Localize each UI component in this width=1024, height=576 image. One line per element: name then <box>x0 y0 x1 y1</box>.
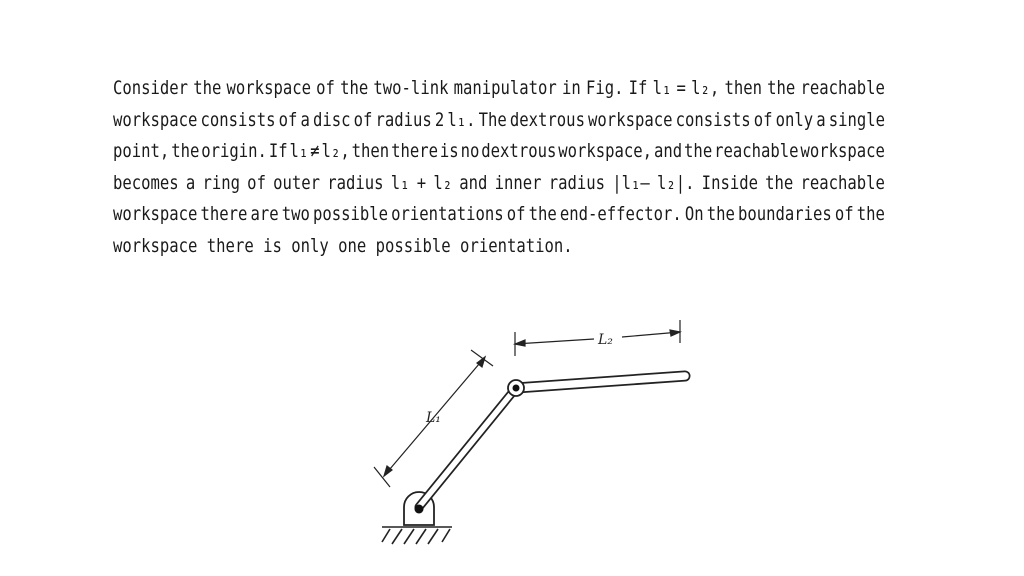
word: possible <box>312 203 389 226</box>
label-l2: L₂ <box>598 332 613 348</box>
word: the <box>193 77 222 99</box>
word: end-effector. <box>559 203 682 226</box>
word: then <box>351 140 390 163</box>
word: no <box>460 140 480 163</box>
link-1 <box>419 388 516 507</box>
word: there <box>200 203 248 226</box>
word: consists <box>200 108 276 131</box>
word: of <box>834 203 854 226</box>
word: ring <box>202 171 240 194</box>
word: of <box>353 108 373 131</box>
word: orientations <box>391 203 504 226</box>
word: l₁ <box>390 171 410 194</box>
word: in <box>562 77 581 99</box>
two-link-manipulator-figure <box>360 310 700 560</box>
word: The <box>478 108 507 131</box>
text-line-1 <box>113 73 885 105</box>
text-line-2 <box>113 105 885 137</box>
word: reachable <box>714 140 799 163</box>
word: the <box>528 203 557 226</box>
word: |l₁— <box>612 171 650 194</box>
word: l₁ <box>652 77 672 99</box>
word: l₁ <box>289 140 309 163</box>
word: = <box>676 77 686 99</box>
word: reachable <box>800 171 885 194</box>
word: single <box>828 108 885 131</box>
label-l1: L₁ <box>426 410 441 426</box>
word: + <box>416 171 427 194</box>
elbow-joint-dot <box>513 385 520 392</box>
word: manipulator <box>453 77 557 99</box>
word: two-link <box>373 77 449 99</box>
word: Inside <box>701 171 758 194</box>
word: If <box>268 140 288 163</box>
word: 2 <box>434 108 445 131</box>
word: the <box>856 203 885 226</box>
word: radius <box>327 171 384 194</box>
word: a <box>185 171 196 194</box>
word: l₂, <box>321 140 350 163</box>
word: are <box>250 203 279 226</box>
word: the <box>684 140 713 163</box>
base-joint <box>415 505 424 514</box>
word: workspace <box>588 108 673 131</box>
text-line-5 <box>113 199 885 231</box>
word: workspace, <box>558 140 653 163</box>
word: radius <box>548 171 606 194</box>
body-paragraph <box>113 73 885 263</box>
text-line-4 <box>113 168 885 200</box>
word: On <box>684 203 704 226</box>
word: becomes <box>113 171 179 194</box>
word: the <box>765 171 794 194</box>
word: and <box>459 171 488 194</box>
word: of <box>753 108 773 131</box>
word: dextrous <box>481 140 557 163</box>
word: boundaries <box>737 203 832 226</box>
word: radius <box>375 108 432 131</box>
word: consists <box>675 108 751 131</box>
word: of <box>506 203 526 226</box>
word: dextrous <box>509 108 585 131</box>
word: l₁. <box>447 108 476 131</box>
word: a <box>816 108 826 131</box>
text-line-3 <box>113 136 885 168</box>
word: then <box>724 77 762 99</box>
word: the <box>340 77 369 99</box>
word: workspace <box>800 140 885 163</box>
word: a <box>300 108 310 131</box>
word: l₂, <box>691 77 720 99</box>
word: the <box>706 203 735 226</box>
ground-hatch <box>382 527 452 544</box>
word: l₂|. <box>656 171 695 194</box>
text-line-6: workspace there is only one possible orientation. <box>113 234 573 257</box>
word: the <box>171 140 200 163</box>
word: outer <box>273 171 321 194</box>
word: workspace <box>226 77 311 99</box>
word: of <box>316 77 335 99</box>
word: is <box>439 140 459 163</box>
word: inner <box>494 171 542 194</box>
word: l₂ <box>433 171 453 194</box>
word: of <box>278 108 298 131</box>
word: reachable <box>800 77 885 99</box>
word: only <box>775 108 814 131</box>
word: disc <box>313 108 351 131</box>
word: If <box>628 77 648 99</box>
word: there <box>391 140 438 163</box>
word: the <box>767 77 796 99</box>
word: workspace <box>113 203 198 226</box>
word: Fig. <box>585 77 624 99</box>
word: workspace <box>113 108 198 131</box>
word: origin. <box>201 140 267 163</box>
link-2 <box>516 376 685 388</box>
word: and <box>653 140 683 163</box>
word: point, <box>113 140 170 163</box>
word: two <box>281 203 310 226</box>
word: Consider <box>113 77 189 99</box>
word: of <box>247 171 266 194</box>
word: ≠ <box>310 140 320 163</box>
